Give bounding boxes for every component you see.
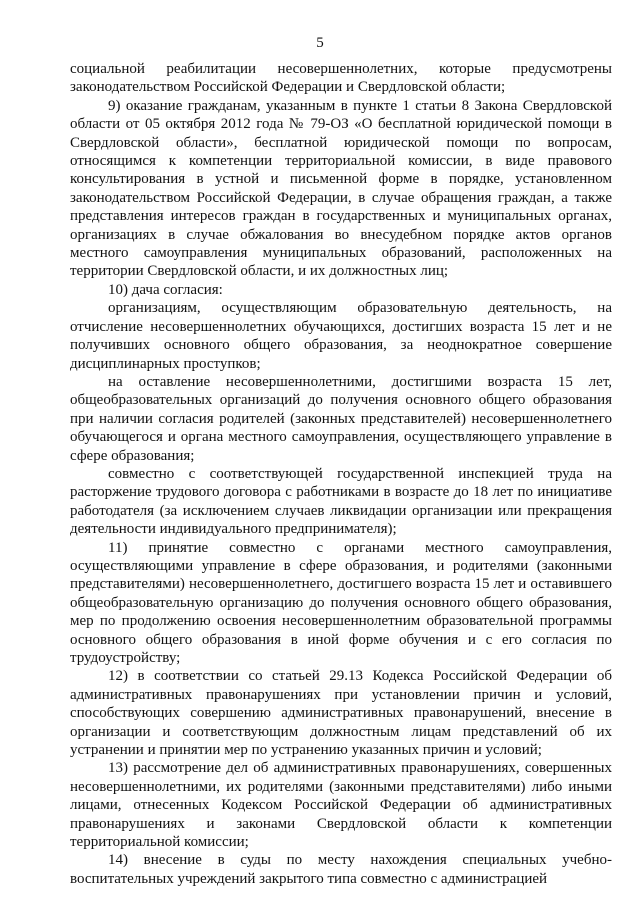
paragraph-item-10-leaving-school: на оставление несовершеннолетними, достигшими возраста 15 лет, общеобразовательных организаций до получения основного общего образования при наличии согласия родителей (законных представителей) несовершеннолетнего обучающегося и органа местного самоуправления, осуществляющего управление в сфере образования;: [70, 373, 612, 464]
document-body: [70, 60, 612, 888]
paragraph-item-14: 14) внесение в суды по месту нахождения специальных учебно-воспитательных учреждений закрытого типа совместно с администрацией: [70, 852, 612, 887]
paragraph-item-10: 10) дача согласия:: [108, 281, 223, 298]
paragraph-item-12: 12) в соответствии со статьей 29.13 Кодекса Российской Федерации об административных правонарушениях при установлении причин и условий, способствующих совершению административных правонарушений, внесение в организации и соответствующим должностным лицам представлений об их устранении и принятии мер по устранению указанных причин и условий;: [70, 668, 612, 759]
paragraph-item-11: 11) принятие совместно с органами местного самоуправления, осуществляющими управление в сфере образования, и родителями (законными представителями) несовершеннолетнего, достигшего возраста 15 лет и оставившего общеобразовательную организацию до получения основного общего образования, мер по продолжению освоения несовершеннолетним образовательной программы основного общего образования в иной форме обучения и с его согласия по трудоустройству;: [70, 539, 612, 666]
paragraph-item-9: 9) оказание гражданам, указанным в пункте 1 статьи 8 Закона Свердловской области от 05 октября 2012 года № 79-ОЗ «О бесплатной юридической помощи в Свердловской области», бесплатной юридической помощи по вопросам, относящимся к компетенции территориальной комиссии, в виде правового консультирования в устной и письменной форме в порядке, установленном законодательством Российской Федерации, в случае обращения граждан, а также представления интересов граждан в государственных и муниципальных органах, организациях в случае обжалования во внесудебном порядке актов органов местного самоуправления муниципальных образований, расположенных на территории Свердловской области, и их должностных лиц;: [70, 97, 612, 280]
paragraph-continuation: социальной реабилитации несовершеннолетних, которые предусмотрены законодательством Российской Федерации и Свердловской области;: [70, 61, 612, 96]
paragraph-item-13: 13) рассмотрение дел об административных правонарушениях, совершенных несовершеннолетними, их родителями (законными представителями) либо иными лицами, отнесенных Кодексом Российской Федерации об административных правонарушениях и законами Свердловской области к компетенции территориальной комиссии;: [70, 760, 612, 851]
paragraph-item-10-labor-contract: совместно с соответствующей государственной инспекцией труда на расторжение трудового договора с работниками в возрасте до 18 лет по инициативе работодателя (за исключением случаев ликвидации организации или прекращения деятельности индивидуального предпринимателя);: [70, 465, 612, 538]
paragraph-item-10-expulsion: организациям, осуществляющим образовательную деятельность, на отчисление несовершеннолетних обучающихся, достигших возраста 15 лет и не получивших основного общего образования, за неоднократное совершение дисциплинарных проступков;: [70, 300, 612, 372]
page-number: 5: [316, 35, 324, 51]
